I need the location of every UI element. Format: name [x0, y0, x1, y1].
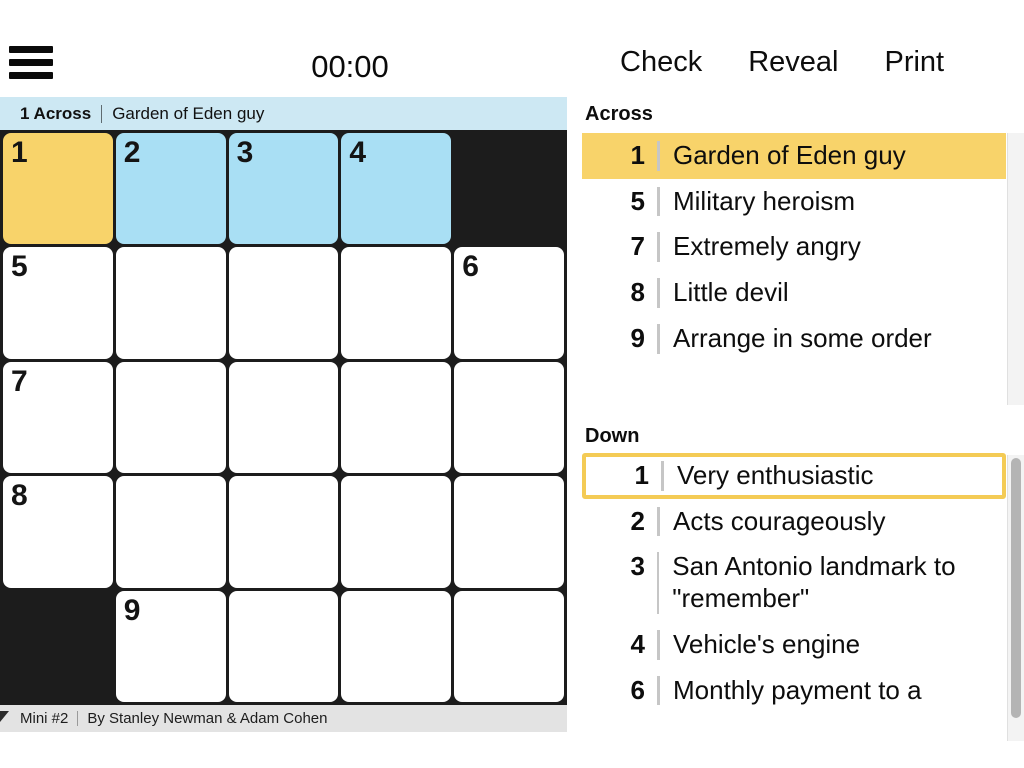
grid-cell-r1c1[interactable] [3, 133, 113, 244]
cell-number: 6 [462, 250, 479, 284]
grid-cell-r1c5 [454, 133, 564, 244]
check-button[interactable]: Check [620, 46, 703, 78]
grid-cell-r4c2[interactable] [116, 476, 226, 587]
reveal-button[interactable]: Reveal [748, 46, 839, 78]
top-bar [0, 0, 567, 97]
clue-number: 1 [634, 460, 649, 490]
grid-cell-r4c4[interactable] [341, 476, 451, 587]
grid-cell-r5c1 [3, 591, 113, 702]
clue-number: 7 [630, 231, 645, 262]
down-scrollbar[interactable] [1007, 455, 1024, 741]
clue-text: Very enthusiastic [677, 460, 874, 490]
puzzle-title: Mini #2 [20, 710, 69, 727]
cell-number: 3 [236, 136, 254, 169]
puzzle-info-bar [0, 705, 567, 732]
grid-cell-r2c3[interactable] [229, 247, 339, 358]
across-clue-7[interactable] [582, 224, 1006, 270]
current-clue-number: 1 Across [20, 103, 92, 123]
down-clue-3[interactable] [582, 544, 1006, 621]
timer: 00:00 [311, 49, 389, 84]
across-clue-5[interactable] [582, 179, 1006, 225]
hamburger-bar [9, 46, 53, 53]
clue-text: Arrange in some order [673, 322, 932, 353]
clue-text: Military heroism [673, 185, 856, 216]
current-clue-bar [0, 97, 567, 130]
clues-panel [582, 0, 1024, 768]
grid-cell-r3c2[interactable] [116, 362, 226, 473]
cell-number: 4 [349, 136, 367, 169]
grid-cell-r1c3[interactable] [229, 133, 339, 244]
down-clue-2[interactable] [582, 499, 1006, 545]
clue-text: Little devil [673, 277, 789, 308]
across-clue-1[interactable] [582, 133, 1006, 179]
down-clue-4[interactable] [582, 622, 1006, 668]
across-clue-list [582, 133, 1006, 405]
grid-cell-r4c5[interactable] [454, 476, 564, 587]
clue-bar-divider [101, 105, 102, 123]
clue-text: Extremely angry [673, 231, 861, 262]
grid-cell-r2c5[interactable] [454, 247, 564, 358]
grid-cell-r5c4[interactable] [341, 591, 451, 702]
print-button[interactable]: Print [884, 46, 945, 78]
clue-number: 1 [630, 140, 645, 170]
clue-number: 4 [630, 628, 645, 659]
clue-number: 8 [630, 277, 645, 308]
grid-cell-r2c2[interactable] [116, 247, 226, 358]
hamburger-bar [9, 72, 53, 79]
clue-text: Vehicle's engine [673, 628, 861, 659]
grid-cell-r1c4[interactable] [341, 133, 451, 244]
cell-number: 5 [11, 250, 28, 284]
clue-text: Acts courageously [673, 505, 886, 536]
cell-number: 8 [11, 479, 28, 513]
across-scrollbar[interactable] [1007, 133, 1024, 405]
across-clue-9[interactable] [582, 316, 1006, 362]
clue-number: 3 [630, 551, 645, 582]
puzzle-byline: By Stanley Newman & Adam Cohen [87, 710, 328, 727]
clue-text: San Antonio landmark to "remember" [672, 551, 956, 614]
grid-cell-r4c1[interactable] [3, 476, 113, 587]
across-clue-8[interactable] [582, 270, 1006, 316]
down-clue-1[interactable] [582, 453, 1006, 499]
grid-cell-r3c4[interactable] [341, 362, 451, 473]
action-buttons [620, 46, 944, 79]
cell-number: 7 [11, 364, 28, 398]
grid-cell-r1c2[interactable] [116, 133, 226, 244]
grid-cell-r5c5[interactable] [454, 591, 564, 702]
clue-number: 5 [630, 185, 645, 216]
hamburger-menu-icon[interactable] [9, 46, 53, 80]
down-scrollbar-thumb[interactable] [1011, 458, 1021, 718]
clue-number: 6 [630, 674, 645, 705]
grid-cell-r5c3[interactable] [229, 591, 339, 702]
down-clue-list [582, 453, 1006, 740]
crossword-grid [0, 130, 567, 705]
corner-triangle-icon [0, 711, 9, 722]
clue-text: Monthly payment to a [673, 674, 922, 705]
footer-divider [77, 711, 78, 726]
down-clue-6[interactable] [582, 668, 1006, 714]
grid-cell-r2c1[interactable] [3, 247, 113, 358]
clue-number: 9 [630, 322, 645, 353]
current-clue-text: Garden of Eden guy [112, 103, 265, 123]
grid-cell-r3c3[interactable] [229, 362, 339, 473]
cell-number: 1 [11, 136, 28, 169]
grid-cell-r4c3[interactable] [229, 476, 339, 587]
clue-text: Garden of Eden guy [673, 140, 906, 170]
grid-cell-r5c2[interactable] [116, 591, 226, 702]
down-section-label: Down [585, 425, 640, 447]
cell-number: 9 [123, 593, 141, 627]
grid-cell-r3c1[interactable] [3, 362, 113, 473]
hamburger-bar [9, 59, 53, 66]
clue-number: 2 [630, 505, 645, 536]
grid-cell-r3c5[interactable] [454, 362, 564, 473]
cell-number: 2 [123, 136, 141, 169]
across-section-label: Across [585, 103, 653, 125]
grid-cell-r2c4[interactable] [341, 247, 451, 358]
